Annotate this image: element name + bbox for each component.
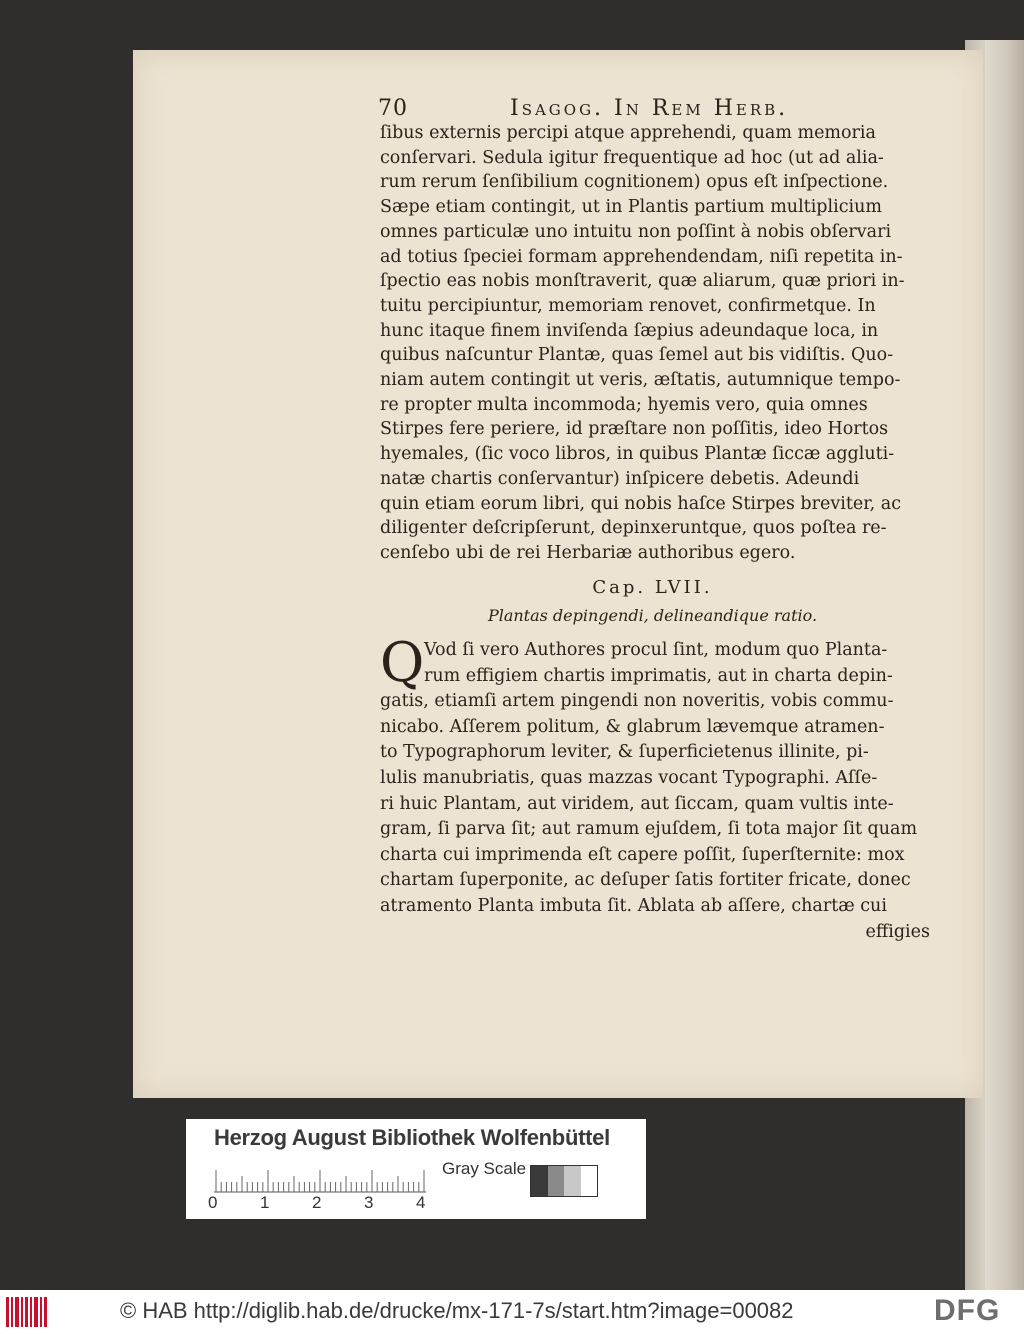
dfg-logo: DFG (934, 1294, 1001, 1327)
text-line: quin etiam eorum libri, qui nobis haſce Stirpes breviter, ac (380, 493, 902, 514)
scale-number: 0 (208, 1193, 218, 1212)
text-line: Vod ſi vero Authores procul ſint, modum quo Planta- (424, 640, 888, 660)
next-page-edge-highlight (985, 40, 1024, 1290)
color-card (186, 1119, 646, 1219)
text-line: quibus naſcuntur Plantæ, quas ſemel aut bis vidiſtis. Quo- (380, 345, 894, 366)
footer-bar (0, 1290, 1024, 1334)
text-line: gram, ſi parva ſit; aut ramum ejuſdem, ſi tota major ſit quam (380, 819, 918, 840)
text-line: ſpectio eas nobis monſtraverit, quæ aliarum, quæ priori in- (380, 271, 905, 292)
text-line: omnes particulæ uno intuitu non poſſint à nobis obſervari (380, 221, 892, 242)
text-line: ad totius ſpeciei formam apprehendendam, niſi repetita in- (380, 246, 903, 267)
gray-scale-label: Gray Scale (442, 1159, 527, 1178)
text-line: to Typographorum leviter, & ſuperficietenus illinite, pi- (380, 742, 869, 763)
ruler-scale (214, 1163, 434, 1193)
text-line: charta cui imprimenda eſt capere poſſit, ſuperſternite: mox (380, 844, 905, 865)
text-line: gatis, etiamſi artem pingendi non noveritis, vobis commu- (380, 691, 894, 712)
chapter-text (380, 631, 930, 945)
catchword: effigies (865, 921, 930, 942)
gray-scale-swatch (530, 1165, 598, 1197)
text-line: conſervari. Sedula igitur frequentique ad hoc (ut ad alia- (380, 147, 884, 168)
text-line: ſibus externis percipi atque apprehendi, quam memoria (380, 123, 876, 143)
gray-swatch-cell (564, 1166, 581, 1196)
page-number: 70 (378, 96, 408, 121)
body-text (380, 121, 930, 566)
text-line: diligenter deſcripſerunt, depinxeruntque, quos poſtea re- (380, 518, 887, 539)
text-line: natæ chartis conſervantur) inſpicere debetis. Adeundi (380, 468, 860, 489)
running-title: Isagog. In Rem Herb. (510, 96, 789, 121)
copyright-text: © HAB http://diglib.hab.de/drucke/mx-171-7s/start.htm?image=00082 (120, 1298, 794, 1323)
text-line: cenſebo ubi de rei Herbariæ authoribus egero. (380, 542, 796, 563)
text-line: rum rerum ſenſibilium cognitionem) opus eſt inſpectione. (380, 172, 889, 193)
text-line: lulis manubriatis, quas mazzas vocant Typographi. Aſſe- (380, 767, 878, 788)
text-line: tuitu percipiuntur, memoriam renovet, confirmetque. In (380, 295, 876, 316)
text-line: re propter multa incommoda; hyemis vero, quia omnes (380, 394, 868, 415)
text-line: niam autem contingit ut veris, æſtatis, autumnique tempo- (380, 370, 901, 391)
drop-cap: Q (380, 631, 425, 694)
chapter-subtitle: Plantas depingendi, delineandique ratio. (487, 606, 818, 625)
text-line: Sæpe etiam contingit, ut in Plantis partium multiplicium (380, 197, 882, 218)
scale-number: 2 (312, 1193, 322, 1212)
scale-number: 3 (364, 1193, 374, 1212)
text-line: nicabo. Aſſerem politum, & glabrum lævemque atramen- (380, 716, 885, 737)
library-name: Herzog August Bibliothek Wolfenbüttel (214, 1125, 610, 1150)
gray-swatch-cell (531, 1166, 548, 1196)
text-line: rum effigiem chartis imprimatis, aut in charta depin- (424, 665, 893, 686)
scale-numbers (208, 1193, 448, 1215)
text-line: hunc itaque finem inviſenda ſæpius adeundaque loca, in (380, 320, 879, 341)
scale-number: 4 (416, 1193, 426, 1212)
text-line: chartam ſuperponite, ac deſuper ſatis fortiter fricate, donec (380, 870, 911, 891)
gray-swatch-cell (548, 1166, 565, 1196)
scale-number: 1 (260, 1193, 270, 1212)
text-line: hyemales, (ſic voco libros, in quibus Plantæ ſiccæ aggluti- (380, 444, 895, 465)
text-line: ri huic Plantam, aut viridem, aut ſiccam, quam vultis inte- (380, 793, 894, 814)
text-line: Stirpes fere periere, id præſtare non poſſitis, ideo Hortos (380, 419, 889, 440)
barcode-icon (6, 1297, 48, 1327)
chapter-heading: Cap. LVII. (592, 577, 713, 598)
text-line: atramento Planta imbuta ſit. Ablata ab aſſere, chartæ cui (380, 895, 887, 916)
gray-swatch-cell (581, 1166, 598, 1196)
